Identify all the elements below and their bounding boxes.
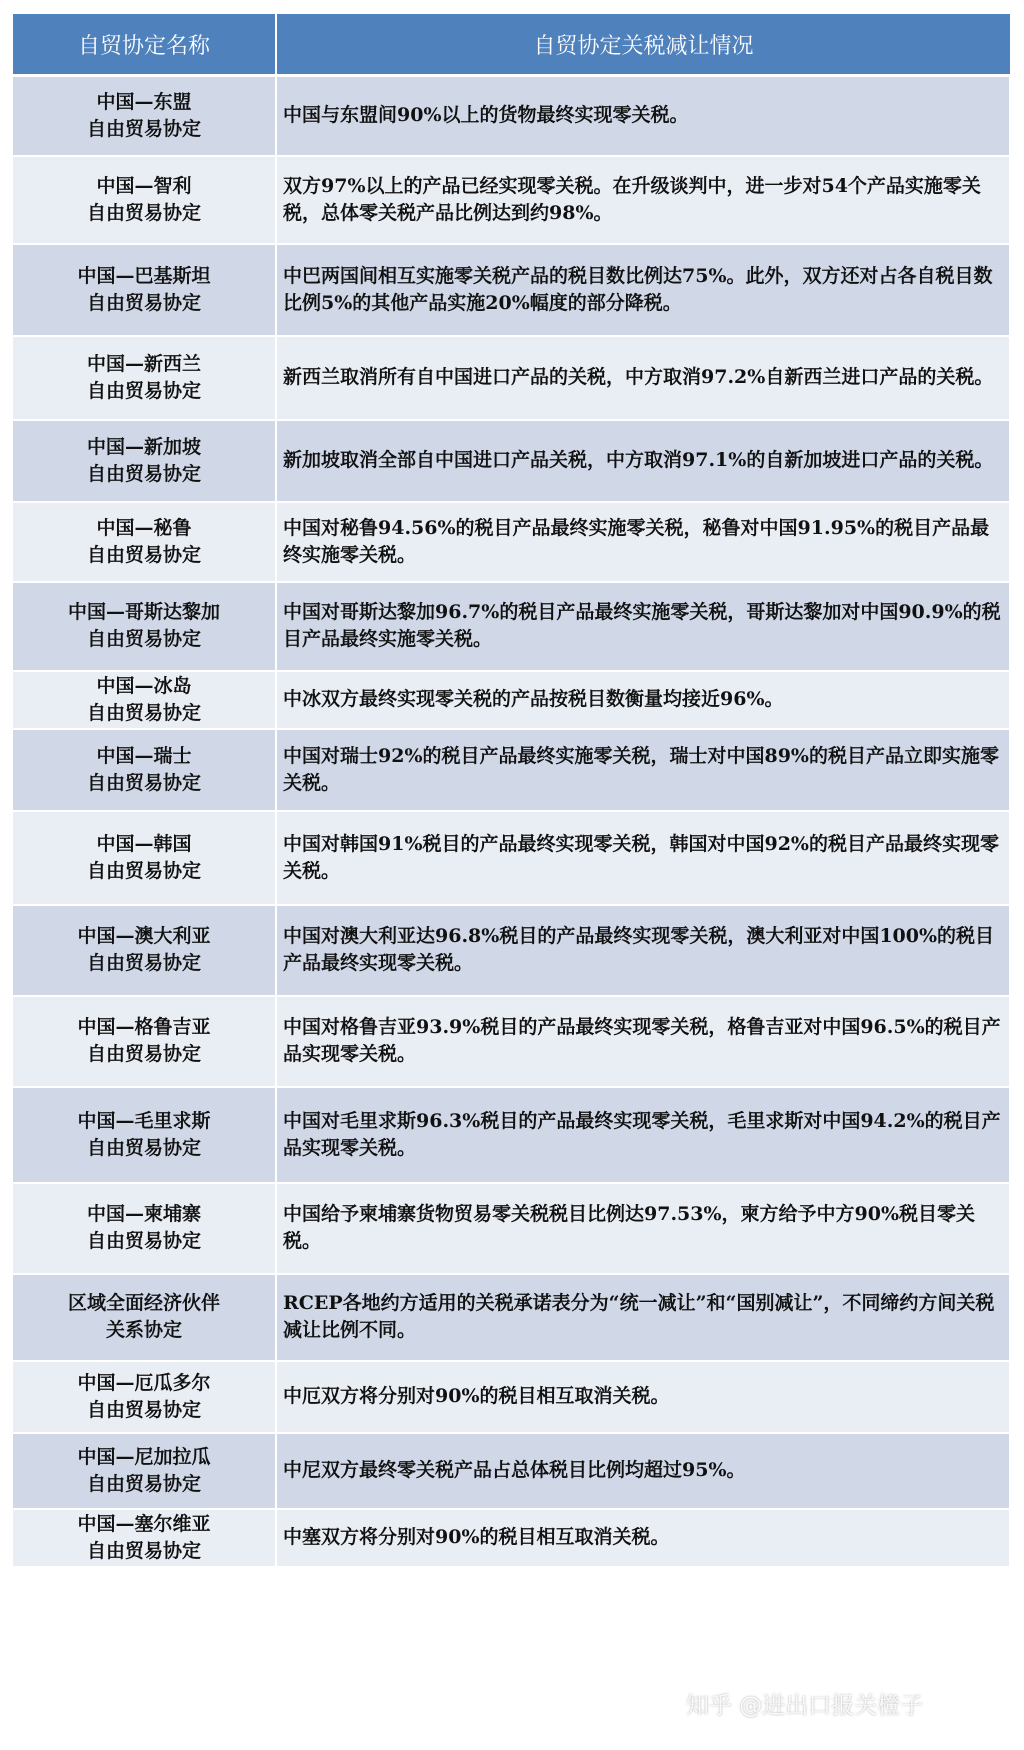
tariff-reduction-cell: 中国对哥斯达黎加96.7%的税目产品最终实施零关税，哥斯达黎加对中国90.9%的税目产品最终实施零关税。 xyxy=(276,582,1010,671)
agreement-name-cell xyxy=(13,1087,276,1183)
agreement-name-line2: 自由贸易协定 xyxy=(86,117,201,140)
agreement-name-line1: 区域全面经济伙伴 xyxy=(67,1292,220,1314)
table-row xyxy=(13,156,1010,244)
tariff-reduction-cell: 中巴两国间相互实施零关税产品的税目数比例达75%。此外，双方还对占各自税目数比例5%的其他产品实施20%幅度的部分降税。 xyxy=(276,244,1010,336)
table-row xyxy=(13,671,1010,729)
agreement-name-cell xyxy=(13,1509,276,1567)
agreement-name-line2: 自由贸易协定 xyxy=(86,1043,201,1065)
agreement-name-cell xyxy=(13,1433,276,1509)
agreement-name-line2: 自由贸易协定 xyxy=(86,462,201,485)
header-agreement-name: 自贸协定名称 xyxy=(13,14,276,76)
header-tariff-reduction: 自贸协定关税减让情况 xyxy=(276,14,1010,76)
fta-tariff-table xyxy=(13,14,1011,1568)
table-row xyxy=(13,811,1010,905)
tariff-reduction-cell: 中厄双方将分别对90%的税目相互取消关税。 xyxy=(276,1361,1010,1433)
agreement-name-cell xyxy=(13,1361,276,1433)
agreement-name-line2: 自由贸易协定 xyxy=(86,201,201,224)
agreement-name-cell xyxy=(13,502,276,582)
agreement-name-line2: 关系协定 xyxy=(105,1319,182,1341)
agreement-name-cell xyxy=(13,811,276,905)
agreement-name-cell xyxy=(13,420,276,502)
tariff-reduction-cell: 中国对澳大利亚达96.8%税目的产品最终实现零关税，澳大利亚对中国100%的税目产品最终实现零关税。 xyxy=(276,905,1010,996)
agreement-name-line1: 中国—柬埔寨 xyxy=(86,1203,201,1225)
agreement-name-line1: 中国—瑞士 xyxy=(96,744,192,767)
table-row xyxy=(13,1183,1010,1274)
tariff-reduction-cell: 中国给予柬埔寨货物贸易零关税税目比例达97.53%，柬方给予中方90%税目零关税。 xyxy=(276,1183,1010,1274)
agreement-name-line1: 中国—智利 xyxy=(96,174,192,197)
agreement-name-cell xyxy=(13,244,276,336)
tariff-reduction-cell: 中国对韩国91%税目的产品最终实现零关税，韩国对中国92%的税目产品最终实现零关税。 xyxy=(276,811,1010,905)
agreement-name-line1: 中国—东盟 xyxy=(96,90,192,113)
agreement-name-line2: 自由贸易协定 xyxy=(86,1398,201,1421)
table-row xyxy=(13,244,1010,336)
agreement-name-cell xyxy=(13,1183,276,1274)
table-row xyxy=(13,502,1010,582)
table-header-row xyxy=(13,14,1010,76)
agreement-name-line2: 自由贸易协定 xyxy=(86,859,201,882)
agreement-name-line2: 自由贸易协定 xyxy=(86,1539,201,1562)
table-row xyxy=(13,420,1010,502)
agreement-name-cell xyxy=(13,996,276,1087)
agreement-name-line1: 中国—冰岛 xyxy=(96,674,192,697)
agreement-name-line1: 中国—巴基斯坦 xyxy=(77,264,211,287)
agreement-name-line1: 中国—新西兰 xyxy=(86,352,201,375)
agreement-name-line2: 自由贸易协定 xyxy=(86,771,201,794)
agreement-name-line1: 中国—哥斯达黎加 xyxy=(67,601,220,623)
table-row xyxy=(13,582,1010,671)
table-row xyxy=(13,905,1010,996)
tariff-reduction-cell: 中塞双方将分别对90%的税目相互取消关税。 xyxy=(276,1509,1010,1567)
agreement-name-line2: 自由贸易协定 xyxy=(86,1230,201,1252)
tariff-reduction-cell: 新西兰取消所有自中国进口产品的关税，中方取消97.2%自新西兰进口产品的关税。 xyxy=(276,336,1010,420)
agreement-name-cell xyxy=(13,905,276,996)
agreement-name-line2: 自由贸易协定 xyxy=(86,701,201,724)
agreement-name-line2: 自由贸易协定 xyxy=(86,952,201,974)
agreement-name-cell xyxy=(13,671,276,729)
tariff-reduction-cell: RCEP各地约方适用的关税承诺表分为“统一减让”和“国别减让”，不同缔约方间关税减让比例不同。 xyxy=(276,1274,1010,1361)
agreement-name-line1: 中国—格鲁吉亚 xyxy=(77,1016,211,1038)
table-row xyxy=(13,1433,1010,1509)
table-row xyxy=(13,1087,1010,1183)
tariff-reduction-cell: 中国对格鲁吉亚93.9%税目的产品最终实现零关税，格鲁吉亚对中国96.5%的税目产品实现零关税。 xyxy=(276,996,1010,1087)
table-row xyxy=(13,336,1010,420)
table-row xyxy=(13,1509,1010,1567)
agreement-name-line2: 自由贸易协定 xyxy=(86,543,201,566)
table-row xyxy=(13,996,1010,1087)
agreement-name-line1: 中国—新加坡 xyxy=(86,435,201,458)
agreement-name-line1: 中国—秘鲁 xyxy=(96,516,192,539)
tariff-reduction-cell: 中国对毛里求斯96.3%税目的产品最终实现零关税，毛里求斯对中国94.2%的税目产品实现零关税。 xyxy=(276,1087,1010,1183)
tariff-reduction-cell: 双方97%以上的产品已经实现零关税。在升级谈判中，进一步对54个产品实施零关税，总体零关税产品比例达到约98%。 xyxy=(276,156,1010,244)
agreement-name-line1: 中国—塞尔维亚 xyxy=(77,1512,211,1535)
agreement-name-line2: 自由贸易协定 xyxy=(86,628,201,650)
tariff-reduction-cell: 中尼双方最终零关税产品占总体税目比例均超过95%。 xyxy=(276,1433,1010,1509)
table-row xyxy=(13,1274,1010,1361)
tariff-reduction-cell: 中国对瑞士92%的税目产品最终实施零关税，瑞士对中国89%的税目产品立即实施零关税。 xyxy=(276,729,1010,811)
agreement-name-line2: 自由贸易协定 xyxy=(86,379,201,402)
agreement-name-line2: 自由贸易协定 xyxy=(86,1136,201,1159)
agreement-name-cell xyxy=(13,582,276,671)
agreement-name-cell xyxy=(13,1274,276,1361)
agreement-name-cell xyxy=(13,76,276,156)
tariff-reduction-cell: 中冰双方最终实现零关税的产品按税目数衡量均接近96%。 xyxy=(276,671,1010,729)
agreement-name-cell xyxy=(13,156,276,244)
table-row xyxy=(13,729,1010,811)
agreement-name-cell xyxy=(13,729,276,811)
agreement-name-line2: 自由贸易协定 xyxy=(86,291,201,314)
watermark: 知乎 @进出口报关橙子 xyxy=(686,1693,924,1719)
agreement-name-line1: 中国—毛里求斯 xyxy=(77,1109,211,1132)
tariff-reduction-cell: 中国与东盟间90%以上的货物最终实现零关税。 xyxy=(276,76,1010,156)
tariff-reduction-cell: 中国对秘鲁94.56%的税目产品最终实施零关税，秘鲁对中国91.95%的税目产品最终实施零关税。 xyxy=(276,502,1010,582)
tariff-reduction-cell: 新加坡取消全部自中国进口产品关税，中方取消97.1%的自新加坡进口产品的关税。 xyxy=(276,420,1010,502)
table-row xyxy=(13,76,1010,156)
agreement-name-line2: 自由贸易协定 xyxy=(86,1472,201,1495)
agreement-name-line1: 中国—澳大利亚 xyxy=(77,925,211,947)
agreement-name-line1: 中国—厄瓜多尔 xyxy=(77,1371,211,1394)
agreement-name-cell xyxy=(13,336,276,420)
agreement-name-line1: 中国—韩国 xyxy=(96,832,192,855)
table-row xyxy=(13,1361,1010,1433)
agreement-name-line1: 中国—尼加拉瓜 xyxy=(77,1445,211,1468)
